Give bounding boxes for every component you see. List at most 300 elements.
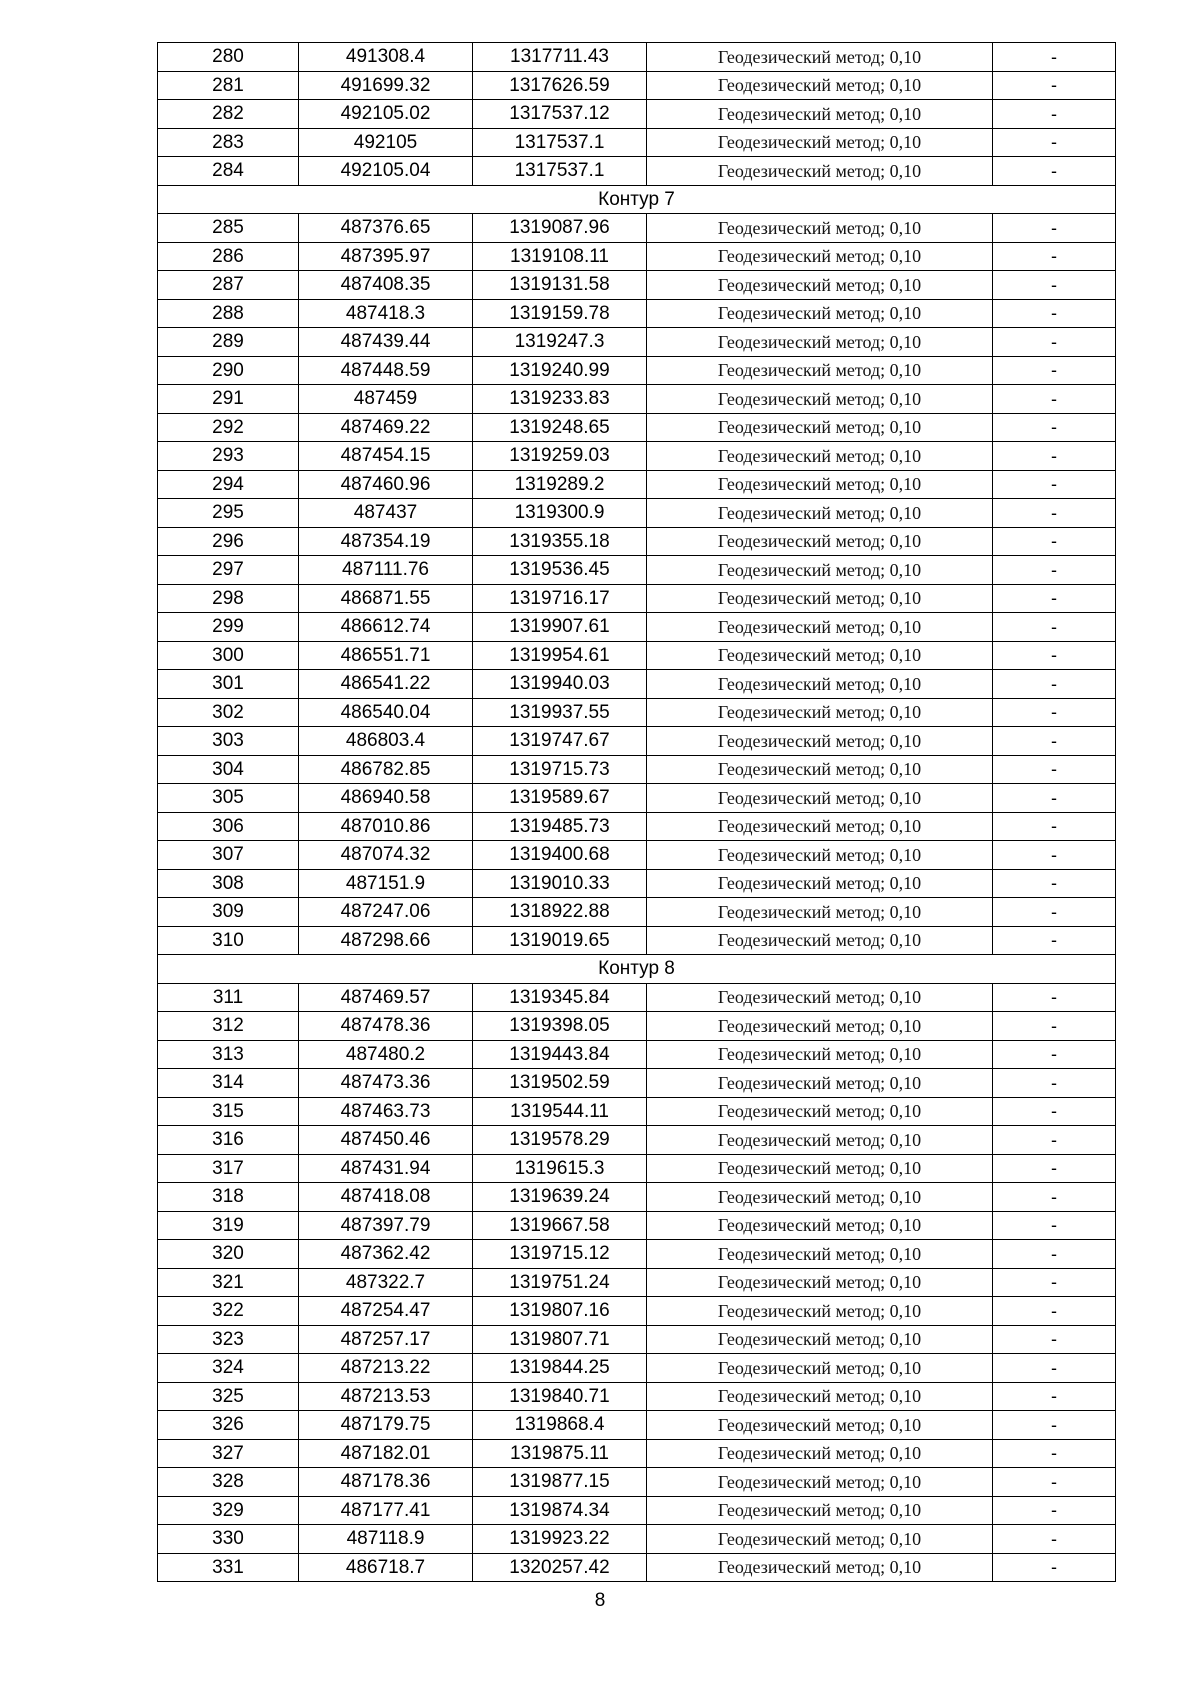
y-coordinate-cell: 1319747.67 xyxy=(473,727,647,756)
method-accuracy-cell: Геодезический метод; 0,10 xyxy=(647,299,993,328)
table-row xyxy=(158,727,1116,756)
method-accuracy-cell: Геодезический метод; 0,10 xyxy=(647,898,993,927)
y-coordinate-cell: 1319544.11 xyxy=(473,1097,647,1126)
table-row xyxy=(158,898,1116,927)
y-coordinate-cell: 1319443.84 xyxy=(473,1040,647,1069)
table-row xyxy=(158,613,1116,642)
description-cell: - xyxy=(993,1382,1116,1411)
table-row xyxy=(158,499,1116,528)
point-number-cell: 281 xyxy=(158,71,299,100)
method-accuracy-cell: Геодезический метод; 0,10 xyxy=(647,242,993,271)
y-coordinate-cell: 1317626.59 xyxy=(473,71,647,100)
method-accuracy-cell: Геодезический метод; 0,10 xyxy=(647,1154,993,1183)
y-coordinate-cell: 1320257.42 xyxy=(473,1553,647,1582)
contour-header-row xyxy=(158,955,1116,984)
method-accuracy-cell: Геодезический метод; 0,10 xyxy=(647,584,993,613)
description-cell: - xyxy=(993,755,1116,784)
point-number-cell: 313 xyxy=(158,1040,299,1069)
y-coordinate-cell: 1319954.61 xyxy=(473,641,647,670)
y-coordinate-cell: 1319751.24 xyxy=(473,1268,647,1297)
y-coordinate-cell: 1319355.18 xyxy=(473,527,647,556)
x-coordinate-cell: 486940.58 xyxy=(299,784,473,813)
point-number-cell: 293 xyxy=(158,442,299,471)
description-cell: - xyxy=(993,43,1116,72)
point-number-cell: 287 xyxy=(158,271,299,300)
table-row xyxy=(158,1097,1116,1126)
y-coordinate-cell: 1317537.1 xyxy=(473,128,647,157)
x-coordinate-cell: 487257.17 xyxy=(299,1325,473,1354)
y-coordinate-cell: 1318922.88 xyxy=(473,898,647,927)
x-coordinate-cell: 487408.35 xyxy=(299,271,473,300)
x-coordinate-cell: 486612.74 xyxy=(299,613,473,642)
point-number-cell: 299 xyxy=(158,613,299,642)
description-cell: - xyxy=(993,1154,1116,1183)
y-coordinate-cell: 1319087.96 xyxy=(473,214,647,243)
contour-title: Контур 7 xyxy=(158,185,1116,214)
point-number-cell: 284 xyxy=(158,157,299,186)
point-number-cell: 302 xyxy=(158,698,299,727)
method-accuracy-cell: Геодезический метод; 0,10 xyxy=(647,1126,993,1155)
x-coordinate-cell: 487179.75 xyxy=(299,1411,473,1440)
table-row xyxy=(158,983,1116,1012)
description-cell: - xyxy=(993,1012,1116,1041)
x-coordinate-cell: 487151.9 xyxy=(299,869,473,898)
method-accuracy-cell: Геодезический метод; 0,10 xyxy=(647,1382,993,1411)
point-number-cell: 294 xyxy=(158,470,299,499)
description-cell: - xyxy=(993,470,1116,499)
y-coordinate-cell: 1319875.11 xyxy=(473,1439,647,1468)
y-coordinate-cell: 1319877.15 xyxy=(473,1468,647,1497)
method-accuracy-cell: Геодезический метод; 0,10 xyxy=(647,869,993,898)
y-coordinate-cell: 1319639.24 xyxy=(473,1183,647,1212)
table-row xyxy=(158,1154,1116,1183)
table-row xyxy=(158,1126,1116,1155)
y-coordinate-cell: 1319937.55 xyxy=(473,698,647,727)
x-coordinate-cell: 486551.71 xyxy=(299,641,473,670)
table-row xyxy=(158,755,1116,784)
x-coordinate-cell: 487437 xyxy=(299,499,473,528)
method-accuracy-cell: Геодезический метод; 0,10 xyxy=(647,100,993,129)
method-accuracy-cell: Геодезический метод; 0,10 xyxy=(647,1496,993,1525)
table-row xyxy=(158,385,1116,414)
method-accuracy-cell: Геодезический метод; 0,10 xyxy=(647,641,993,670)
y-coordinate-cell: 1319907.61 xyxy=(473,613,647,642)
description-cell: - xyxy=(993,1496,1116,1525)
table-row xyxy=(158,43,1116,72)
y-coordinate-cell: 1319868.4 xyxy=(473,1411,647,1440)
y-coordinate-cell: 1319247.3 xyxy=(473,328,647,357)
point-number-cell: 297 xyxy=(158,556,299,585)
description-cell: - xyxy=(993,1439,1116,1468)
description-cell: - xyxy=(993,1040,1116,1069)
x-coordinate-cell: 487074.32 xyxy=(299,841,473,870)
description-cell: - xyxy=(993,841,1116,870)
description-cell: - xyxy=(993,584,1116,613)
method-accuracy-cell: Геодезический метод; 0,10 xyxy=(647,1012,993,1041)
point-number-cell: 300 xyxy=(158,641,299,670)
contour-title: Контур 8 xyxy=(158,955,1116,984)
point-number-cell: 306 xyxy=(158,812,299,841)
description-cell: - xyxy=(993,698,1116,727)
description-cell: - xyxy=(993,784,1116,813)
description-cell: - xyxy=(993,214,1116,243)
method-accuracy-cell: Геодезический метод; 0,10 xyxy=(647,1411,993,1440)
x-coordinate-cell: 486871.55 xyxy=(299,584,473,613)
point-number-cell: 308 xyxy=(158,869,299,898)
method-accuracy-cell: Геодезический метод; 0,10 xyxy=(647,1183,993,1212)
table-row xyxy=(158,1354,1116,1383)
point-number-cell: 331 xyxy=(158,1553,299,1582)
x-coordinate-cell: 486718.7 xyxy=(299,1553,473,1582)
method-accuracy-cell: Геодезический метод; 0,10 xyxy=(647,613,993,642)
method-accuracy-cell: Геодезический метод; 0,10 xyxy=(647,1268,993,1297)
method-accuracy-cell: Геодезический метод; 0,10 xyxy=(647,43,993,72)
description-cell: - xyxy=(993,926,1116,955)
point-number-cell: 322 xyxy=(158,1297,299,1326)
table-row xyxy=(158,841,1116,870)
y-coordinate-cell: 1319940.03 xyxy=(473,670,647,699)
method-accuracy-cell: Геодезический метод; 0,10 xyxy=(647,1354,993,1383)
y-coordinate-cell: 1319300.9 xyxy=(473,499,647,528)
x-coordinate-cell: 487362.42 xyxy=(299,1240,473,1269)
description-cell: - xyxy=(993,499,1116,528)
table-row xyxy=(158,157,1116,186)
point-number-cell: 323 xyxy=(158,1325,299,1354)
description-cell: - xyxy=(993,1553,1116,1582)
table-row xyxy=(158,1040,1116,1069)
point-number-cell: 288 xyxy=(158,299,299,328)
description-cell: - xyxy=(993,641,1116,670)
method-accuracy-cell: Геодезический метод; 0,10 xyxy=(647,1553,993,1582)
table-row xyxy=(158,670,1116,699)
description-cell: - xyxy=(993,71,1116,100)
point-number-cell: 285 xyxy=(158,214,299,243)
description-cell: - xyxy=(993,1126,1116,1155)
page-number: 8 xyxy=(594,1590,606,1611)
table-row xyxy=(158,1183,1116,1212)
point-number-cell: 296 xyxy=(158,527,299,556)
method-accuracy-cell: Геодезический метод; 0,10 xyxy=(647,1240,993,1269)
table-row xyxy=(158,1069,1116,1098)
point-number-cell: 283 xyxy=(158,128,299,157)
x-coordinate-cell: 487459 xyxy=(299,385,473,414)
method-accuracy-cell: Геодезический метод; 0,10 xyxy=(647,442,993,471)
method-accuracy-cell: Геодезический метод; 0,10 xyxy=(647,356,993,385)
x-coordinate-cell: 487376.65 xyxy=(299,214,473,243)
point-number-cell: 312 xyxy=(158,1012,299,1041)
method-accuracy-cell: Геодезический метод; 0,10 xyxy=(647,1297,993,1326)
point-number-cell: 303 xyxy=(158,727,299,756)
method-accuracy-cell: Геодезический метод; 0,10 xyxy=(647,157,993,186)
x-coordinate-cell: 487463.73 xyxy=(299,1097,473,1126)
table-row xyxy=(158,1325,1116,1354)
x-coordinate-cell: 487473.36 xyxy=(299,1069,473,1098)
description-cell: - xyxy=(993,1468,1116,1497)
y-coordinate-cell: 1319233.83 xyxy=(473,385,647,414)
description-cell: - xyxy=(993,1325,1116,1354)
method-accuracy-cell: Геодезический метод; 0,10 xyxy=(647,71,993,100)
description-cell: - xyxy=(993,356,1116,385)
point-number-cell: 324 xyxy=(158,1354,299,1383)
table-row xyxy=(158,214,1116,243)
x-coordinate-cell: 487478.36 xyxy=(299,1012,473,1041)
description-cell: - xyxy=(993,1354,1116,1383)
x-coordinate-cell: 487480.2 xyxy=(299,1040,473,1069)
point-number-cell: 329 xyxy=(158,1496,299,1525)
table-row xyxy=(158,698,1116,727)
y-coordinate-cell: 1319536.45 xyxy=(473,556,647,585)
y-coordinate-cell: 1317537.1 xyxy=(473,157,647,186)
table-row xyxy=(158,442,1116,471)
method-accuracy-cell: Геодезический метод; 0,10 xyxy=(647,983,993,1012)
y-coordinate-cell: 1319240.99 xyxy=(473,356,647,385)
description-cell: - xyxy=(993,556,1116,585)
point-number-cell: 326 xyxy=(158,1411,299,1440)
x-coordinate-cell: 487118.9 xyxy=(299,1525,473,1554)
x-coordinate-cell: 486541.22 xyxy=(299,670,473,699)
description-cell: - xyxy=(993,328,1116,357)
point-number-cell: 319 xyxy=(158,1211,299,1240)
x-coordinate-cell: 487213.22 xyxy=(299,1354,473,1383)
point-number-cell: 315 xyxy=(158,1097,299,1126)
description-cell: - xyxy=(993,727,1116,756)
table-row xyxy=(158,869,1116,898)
table-row xyxy=(158,1411,1116,1440)
description-cell: - xyxy=(993,1097,1116,1126)
method-accuracy-cell: Геодезический метод; 0,10 xyxy=(647,1525,993,1554)
x-coordinate-cell: 487454.15 xyxy=(299,442,473,471)
method-accuracy-cell: Геодезический метод; 0,10 xyxy=(647,698,993,727)
point-number-cell: 309 xyxy=(158,898,299,927)
method-accuracy-cell: Геодезический метод; 0,10 xyxy=(647,413,993,442)
description-cell: - xyxy=(993,613,1116,642)
y-coordinate-cell: 1319289.2 xyxy=(473,470,647,499)
coordinates-table-body xyxy=(158,43,1116,1582)
y-coordinate-cell: 1319844.25 xyxy=(473,1354,647,1383)
method-accuracy-cell: Геодезический метод; 0,10 xyxy=(647,1439,993,1468)
point-number-cell: 311 xyxy=(158,983,299,1012)
x-coordinate-cell: 487247.06 xyxy=(299,898,473,927)
point-number-cell: 282 xyxy=(158,100,299,129)
method-accuracy-cell: Геодезический метод; 0,10 xyxy=(647,1325,993,1354)
description-cell: - xyxy=(993,100,1116,129)
table-row xyxy=(158,1240,1116,1269)
table-row xyxy=(158,1012,1116,1041)
description-cell: - xyxy=(993,812,1116,841)
table-row xyxy=(158,1468,1116,1497)
x-coordinate-cell: 487431.94 xyxy=(299,1154,473,1183)
y-coordinate-cell: 1319259.03 xyxy=(473,442,647,471)
y-coordinate-cell: 1319502.59 xyxy=(473,1069,647,1098)
table-row xyxy=(158,299,1116,328)
y-coordinate-cell: 1319159.78 xyxy=(473,299,647,328)
description-cell: - xyxy=(993,1211,1116,1240)
x-coordinate-cell: 487213.53 xyxy=(299,1382,473,1411)
point-number-cell: 298 xyxy=(158,584,299,613)
y-coordinate-cell: 1319667.58 xyxy=(473,1211,647,1240)
y-coordinate-cell: 1319840.71 xyxy=(473,1382,647,1411)
x-coordinate-cell: 492105.02 xyxy=(299,100,473,129)
table-row xyxy=(158,71,1116,100)
table-row xyxy=(158,128,1116,157)
point-number-cell: 316 xyxy=(158,1126,299,1155)
table-row xyxy=(158,556,1116,585)
x-coordinate-cell: 487450.46 xyxy=(299,1126,473,1155)
coordinates-table xyxy=(157,42,1116,1582)
description-cell: - xyxy=(993,413,1116,442)
x-coordinate-cell: 487460.96 xyxy=(299,470,473,499)
description-cell: - xyxy=(993,1525,1116,1554)
x-coordinate-cell: 487177.41 xyxy=(299,1496,473,1525)
table-row xyxy=(158,1382,1116,1411)
table-row xyxy=(158,1211,1116,1240)
description-cell: - xyxy=(993,299,1116,328)
table-row xyxy=(158,1439,1116,1468)
method-accuracy-cell: Геодезический метод; 0,10 xyxy=(647,812,993,841)
y-coordinate-cell: 1319923.22 xyxy=(473,1525,647,1554)
y-coordinate-cell: 1319807.16 xyxy=(473,1297,647,1326)
description-cell: - xyxy=(993,128,1116,157)
x-coordinate-cell: 487418.3 xyxy=(299,299,473,328)
x-coordinate-cell: 487418.08 xyxy=(299,1183,473,1212)
description-cell: - xyxy=(993,1240,1116,1269)
description-cell: - xyxy=(993,898,1116,927)
table-row xyxy=(158,328,1116,357)
description-cell: - xyxy=(993,385,1116,414)
x-coordinate-cell: 486803.4 xyxy=(299,727,473,756)
method-accuracy-cell: Геодезический метод; 0,10 xyxy=(647,214,993,243)
description-cell: - xyxy=(993,1183,1116,1212)
description-cell: - xyxy=(993,670,1116,699)
description-cell: - xyxy=(993,242,1116,271)
description-cell: - xyxy=(993,1268,1116,1297)
x-coordinate-cell: 492105.04 xyxy=(299,157,473,186)
table-row xyxy=(158,641,1116,670)
method-accuracy-cell: Геодезический метод; 0,10 xyxy=(647,926,993,955)
method-accuracy-cell: Геодезический метод; 0,10 xyxy=(647,271,993,300)
point-number-cell: 289 xyxy=(158,328,299,357)
x-coordinate-cell: 487298.66 xyxy=(299,926,473,955)
y-coordinate-cell: 1319019.65 xyxy=(473,926,647,955)
point-number-cell: 305 xyxy=(158,784,299,813)
x-coordinate-cell: 487469.57 xyxy=(299,983,473,1012)
x-coordinate-cell: 487178.36 xyxy=(299,1468,473,1497)
table-row xyxy=(158,1525,1116,1554)
y-coordinate-cell: 1319398.05 xyxy=(473,1012,647,1041)
point-number-cell: 330 xyxy=(158,1525,299,1554)
y-coordinate-cell: 1319874.34 xyxy=(473,1496,647,1525)
x-coordinate-cell: 487469.22 xyxy=(299,413,473,442)
method-accuracy-cell: Геодезический метод; 0,10 xyxy=(647,841,993,870)
y-coordinate-cell: 1319716.17 xyxy=(473,584,647,613)
y-coordinate-cell: 1319400.68 xyxy=(473,841,647,870)
method-accuracy-cell: Геодезический метод; 0,10 xyxy=(647,556,993,585)
x-coordinate-cell: 491308.4 xyxy=(299,43,473,72)
x-coordinate-cell: 487354.19 xyxy=(299,527,473,556)
y-coordinate-cell: 1319248.65 xyxy=(473,413,647,442)
x-coordinate-cell: 487395.97 xyxy=(299,242,473,271)
method-accuracy-cell: Геодезический метод; 0,10 xyxy=(647,128,993,157)
point-number-cell: 280 xyxy=(158,43,299,72)
x-coordinate-cell: 487322.7 xyxy=(299,1268,473,1297)
point-number-cell: 291 xyxy=(158,385,299,414)
y-coordinate-cell: 1319485.73 xyxy=(473,812,647,841)
y-coordinate-cell: 1319715.73 xyxy=(473,755,647,784)
method-accuracy-cell: Геодезический метод; 0,10 xyxy=(647,784,993,813)
y-coordinate-cell: 1317537.12 xyxy=(473,100,647,129)
table-row xyxy=(158,470,1116,499)
description-cell: - xyxy=(993,869,1116,898)
method-accuracy-cell: Геодезический метод; 0,10 xyxy=(647,470,993,499)
y-coordinate-cell: 1319615.3 xyxy=(473,1154,647,1183)
table-row xyxy=(158,271,1116,300)
y-coordinate-cell: 1317711.43 xyxy=(473,43,647,72)
y-coordinate-cell: 1319108.11 xyxy=(473,242,647,271)
y-coordinate-cell: 1319807.71 xyxy=(473,1325,647,1354)
x-coordinate-cell: 487111.76 xyxy=(299,556,473,585)
method-accuracy-cell: Геодезический метод; 0,10 xyxy=(647,527,993,556)
table-row xyxy=(158,527,1116,556)
method-accuracy-cell: Геодезический метод; 0,10 xyxy=(647,670,993,699)
point-number-cell: 307 xyxy=(158,841,299,870)
table-row xyxy=(158,812,1116,841)
table-row xyxy=(158,926,1116,955)
point-number-cell: 320 xyxy=(158,1240,299,1269)
description-cell: - xyxy=(993,157,1116,186)
table-row xyxy=(158,1297,1116,1326)
table-row xyxy=(158,1268,1116,1297)
x-coordinate-cell: 487448.59 xyxy=(299,356,473,385)
description-cell: - xyxy=(993,1297,1116,1326)
y-coordinate-cell: 1319578.29 xyxy=(473,1126,647,1155)
description-cell: - xyxy=(993,527,1116,556)
y-coordinate-cell: 1319589.67 xyxy=(473,784,647,813)
x-coordinate-cell: 487397.79 xyxy=(299,1211,473,1240)
point-number-cell: 292 xyxy=(158,413,299,442)
method-accuracy-cell: Геодезический метод; 0,10 xyxy=(647,499,993,528)
method-accuracy-cell: Геодезический метод; 0,10 xyxy=(647,1069,993,1098)
x-coordinate-cell: 487182.01 xyxy=(299,1439,473,1468)
y-coordinate-cell: 1319345.84 xyxy=(473,983,647,1012)
point-number-cell: 327 xyxy=(158,1439,299,1468)
description-cell: - xyxy=(993,442,1116,471)
x-coordinate-cell: 487439.44 xyxy=(299,328,473,357)
point-number-cell: 301 xyxy=(158,670,299,699)
description-cell: - xyxy=(993,1411,1116,1440)
y-coordinate-cell: 1319715.12 xyxy=(473,1240,647,1269)
table-row xyxy=(158,1496,1116,1525)
x-coordinate-cell: 486782.85 xyxy=(299,755,473,784)
point-number-cell: 310 xyxy=(158,926,299,955)
x-coordinate-cell: 487010.86 xyxy=(299,812,473,841)
method-accuracy-cell: Геодезический метод; 0,10 xyxy=(647,328,993,357)
point-number-cell: 286 xyxy=(158,242,299,271)
point-number-cell: 317 xyxy=(158,1154,299,1183)
point-number-cell: 321 xyxy=(158,1268,299,1297)
point-number-cell: 328 xyxy=(158,1468,299,1497)
table-row xyxy=(158,784,1116,813)
table-row xyxy=(158,100,1116,129)
table-row xyxy=(158,242,1116,271)
description-cell: - xyxy=(993,1069,1116,1098)
table-row xyxy=(158,356,1116,385)
x-coordinate-cell: 492105 xyxy=(299,128,473,157)
method-accuracy-cell: Геодезический метод; 0,10 xyxy=(647,1040,993,1069)
point-number-cell: 325 xyxy=(158,1382,299,1411)
table-row xyxy=(158,413,1116,442)
table-row xyxy=(158,584,1116,613)
y-coordinate-cell: 1319131.58 xyxy=(473,271,647,300)
